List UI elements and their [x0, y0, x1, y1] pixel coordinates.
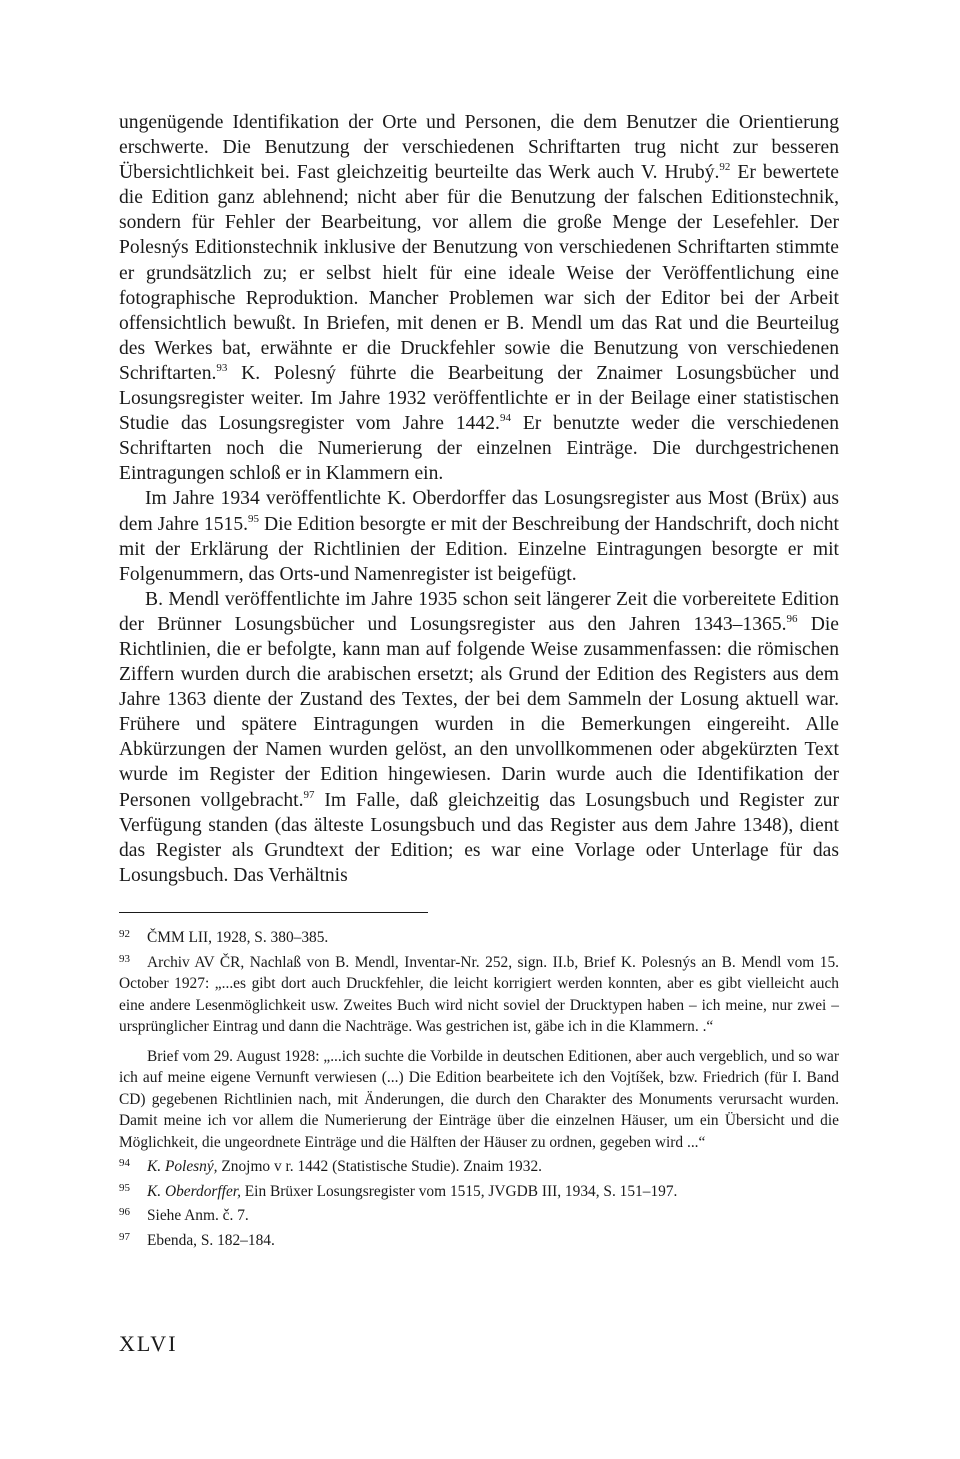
footnote-text: ČMM LII, 1928, S. 380–385. — [147, 929, 329, 946]
footnote-divider — [119, 912, 428, 913]
footnote-author: K. Oberdorffer, — [147, 1182, 241, 1200]
footnote-text: Ebenda, S. 182–184. — [147, 1231, 275, 1249]
main-text — [119, 110, 839, 888]
footnote-96: 96 Siehe Anm. č. 7. — [119, 1206, 249, 1224]
text-run: Die Richtlinien, die er befolgte, kann man auf folgende Weise zusammenfassen: die römischen Ziffern wurden durch die arabischen ersetzt; als Grund der Edition des Registers aus dem Jahre 1363 diente der Zustand des Textes, der bei dem Sammeln der Losung aktuell war. Frühere und spätere Eintragungen wurden in die Bemerkungen eingereiht. Alle Abkürzungen der Namen wurden gelöst, an den unvollkommenen oder abgekürzten Text wurde im Register der Edition hingewiesen. Darin wurde auch die Identifikation der Personen vollgebracht. — [119, 613, 839, 811]
text-run: Er bewertete die Edition ganz ablehnend; nicht aber für die Benutzung der falschen Editionstechnik, sondern für Fehler der Bearbeitung, vor allem die große Menge der Lesefehler. Der Polesnýs Editionstechnik inklusive der Benutzung von verschiedenen Schriftarten stimmte er grundsätzlich zu; er selbst hielt für eine ideale Weise der Veröffentlichung eine fotographische Reproduktion. Mancher Problemen war sich der Editor bei der Arbeit offensichtlich bewußt. In Briefen, mit denen er B. Mendl um das Rat und die Beurteilug des Werkes bat, erwähnte er die Druckfehler sowie die Benutzung von verschiedenen Schriftarten. — [119, 162, 839, 384]
footnote-author: K. Polesný, — [147, 1158, 218, 1175]
footnote-ref-96[interactable]: 96 — [786, 612, 798, 625]
footnote-text: Brief vom 29. August 1928: „...ich suchte die Vorbilde in deutschen Editionen, aber auch vergeblich, und so war ich auf meine eigene Vernunft verwiesen (...) Die Edition bearbeitete ich den Vojtíšek, bzw. Friedrich (für I. Band CD) gegebenen Richtlinien nach, mit Änderungen, die durch den Charakter des Monuments verursacht wurden. Damit meine ich vor allem die Numerierung der Einträge über die einzelnen Häuser, um ein Übersicht und die Möglichkeit, die ungeordnete Einträge und die Hälften der Häuser zu ordnen, gegeben wird ...“ — [119, 1047, 839, 1151]
paragraph — [119, 486, 839, 586]
paragraph — [119, 587, 839, 888]
text-run: Im Jahre 1934 veröffentlichte K. Oberdorffer das Losungsregister aus Most (Brüx) aus dem Jahre 1515. — [119, 488, 839, 535]
footnote-ref-94[interactable]: 94 — [499, 412, 511, 425]
text-run: ungenügende Identifikation der Orte und Personen, die dem Benutzer die Orientierung erschwerte. Die Benutzung der verschiedenen Schriftarten trug nicht zur besseren Übersichtlichkeit bei. Fast gleichzeitig beurteilte das Werk auch V. Hrubý. — [119, 112, 839, 184]
footnote-93-continuation — [119, 1046, 839, 1154]
footnote-94: 94 K. Polesný, Znojmo v r. 1442 (Statistische Studie). Znaim 1932. — [119, 1157, 542, 1175]
page-number: XLVI — [119, 1331, 178, 1356]
text-run: Im Falle, daß gleichzeitig das Losungsbuch und Register zur Verfügung standen (das älteste Losungsbuch und das Register aus dem Jahre 1348), dient das Register als Grundtext der Edition; es war eine Vorlage oder Unterlage für das Losungsbuch. Das Verhältnis — [119, 789, 839, 886]
text-run: Er benutzte weder die verschiedenen Schriftarten noch die Numerierung der einzelnen Einträge. Die durchgestrichenen Eintragungen schloß er in Klammern ein. — [119, 413, 840, 485]
footnotes — [119, 927, 839, 1254]
footnote-ref-92[interactable]: 92 — [719, 161, 731, 174]
footnote-97: 97 Ebenda, S. 182–184. — [119, 1230, 275, 1249]
footnote-text: Ein Brüxer Losungsregister vom 1515, JVGDB III, 1934, S. 151–197. — [240, 1182, 678, 1200]
footnote-text: Archiv AV ČR, Nachlaß von B. Mendl, Inventar-Nr. 252, sign. II.b, Brief K. Polesnýs an B. Mendl vom 15. October 1927: „...es gibt dort auch Druckfehler, die leicht korrigiert werden konnten, aber es gibt vielleicht auch eine andere Lesenmöglichkeit usw. Zweites Buch wird nicht soviel der Drucktypen haben – ich meine, nur zwei – ursprünglicher Eintrag und dann die Nachträge. Was gestrichen ist, gäbe ich in die Klammern. .“ — [119, 953, 839, 1035]
footnote-93: 93 Archiv AV ČR, Nachlaß von B. Mendl, Inventar-Nr. 252, sign. II.b, Brief K. Polesnýs an B. Mendl vom 15. October 1927: „...es gibt dort auch Druckfehler, die leicht korrigiert werden konnten, aber es gibt vielleicht auch eine andere Lesenmöglichkeit usw. Zweites Buch wird nicht soviel der Drucktypen haben – ich meine, nur zwei – ursprünglicher Eintrag und dann die Nachträge. Was gestrichen ist, gäbe ich in die Klammern. .“ — [119, 952, 839, 1035]
text-run: K. Polesný führte die Bearbeitung der Znaimer Losungsbücher und Losungsregister weiter. Im Jahre 1932 veröffentlichte er in der Beilage einer statistischen Studie das Losungsregister vom Jahre 1442. — [119, 362, 839, 435]
text-run: B. Mendl veröffentlichte im Jahre 1935 schon seit längerer Zeit die vorbereitete Edition der Brünner Losungsbücher und Losungsregister aus den Jahren 1343–1365. — [119, 588, 839, 635]
footnote-92: 92 ČMM LII, 1928, S. 380–385. — [119, 928, 329, 946]
footnote-ref-97[interactable]: 97 — [303, 788, 315, 801]
footnote-ref-95[interactable]: 95 — [248, 512, 260, 525]
text-run: Die Edition besorgte er mit der Beschreibung der Handschrift, doch nicht mit der Erklärung der Richtlinien der Edition. Einzelne Eintragungen besorgte er mit Folgenummern, das Orts-und Namenregister ist beigefügt. — [119, 513, 839, 585]
paragraph — [119, 110, 839, 486]
footnote-95: 95 K. Oberdorffer, Ein Brüxer Losungsregister vom 1515, JVGDB III, 1934, S. 151–197. — [119, 1181, 678, 1200]
footnote-text: Znojmo v r. 1442 (Statistische Studie). Znaim 1932. — [217, 1158, 542, 1175]
footnote-ref-93[interactable]: 93 — [216, 361, 228, 374]
footnote-text: Siehe Anm. č. 7. — [147, 1207, 249, 1224]
